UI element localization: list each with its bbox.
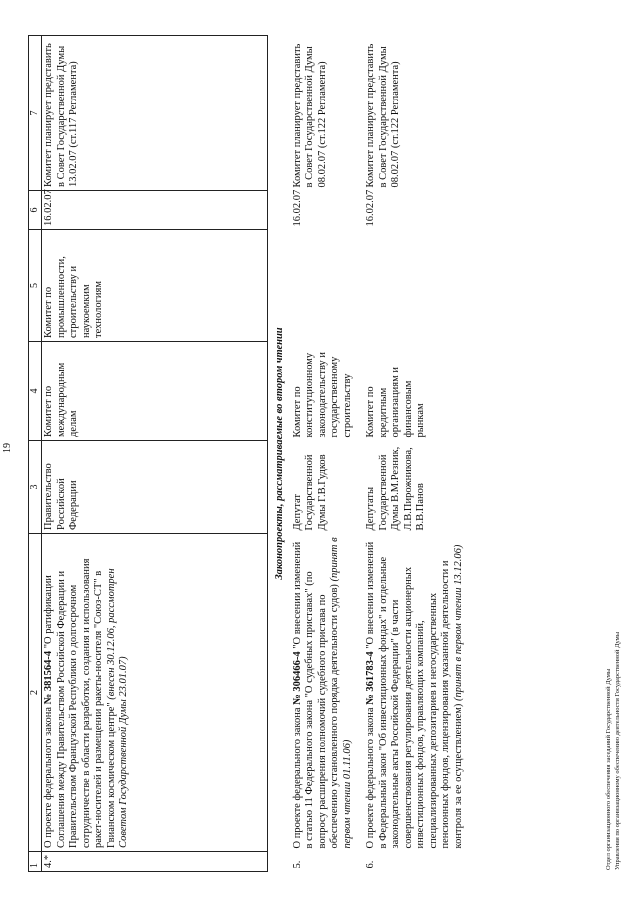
row-number: 4.* <box>42 852 268 872</box>
co-committee <box>364 230 475 342</box>
footer-line: Управления по организационному обеспечению деятельности Государственной Думы <box>614 631 621 870</box>
co-committee <box>291 230 365 342</box>
co-committee: Комитет по промышленности, строительству и наукоемким технологиям <box>42 230 268 342</box>
responsible-committee: Комитет по кредитным организациям и финансовым рынкам <box>365 367 426 438</box>
bill-number: № 361783-4 <box>365 651 376 705</box>
row-number: 6. <box>365 860 376 869</box>
column-number: 2 <box>29 534 42 852</box>
bill-author: Депутат Государственной Думы Г.В.Гудков <box>291 454 328 531</box>
column-number: 4 <box>29 342 42 441</box>
page-number: 19 <box>2 443 13 453</box>
desc-note: (принят в первом чтении 01.11.06) <box>329 537 353 849</box>
review-date: 16.02.07 <box>42 191 268 230</box>
review-date: 16.02.07 <box>365 189 376 227</box>
table-row <box>291 36 365 872</box>
row-number: 5. <box>291 860 303 869</box>
bill-description <box>364 534 475 852</box>
desc-prefix: О проекте федерального закона <box>365 704 376 849</box>
bill-description <box>42 534 268 852</box>
desc-body: "О внесении изменений в Федеральный закон "Об инвестиционных фондах" и отдельные законодательные акты Российской Федерации" (в части совершенствования регулирования деятельности акционерных инвестиционных фондов, управляющих компаний, специализированных депозитариев и негосударственных пенсионных фондов, лицензирования указанной деятельности и контроля за ее осуществлением) <box>365 541 464 849</box>
table-row <box>42 36 268 872</box>
desc-body: "О ратификации Соглашения между Правительством Российской Федерации и Правительством Французской Республики о долгосрочном сотрудничестве в области разработки, создания и использования ракет-носителей и размещении ракеты-носителя "Союз-СТ" в Гвианском космическом центре" <box>43 558 117 848</box>
column-number: 5 <box>29 230 42 342</box>
desc-note: (принят в первом чтении 13.12.06) <box>452 544 464 701</box>
column-number: 7 <box>29 36 42 191</box>
desc-note: (внесен 30.12.06, рассмотрен Советом Государственной Думы 23.01.07) <box>105 568 129 848</box>
section-heading-row <box>268 36 291 872</box>
bill-number: № 306466-4 <box>291 651 303 705</box>
desc-prefix: О проекте федерального закона <box>291 704 303 849</box>
column-number: 1 <box>29 852 42 872</box>
table-header-row <box>29 36 42 872</box>
bills-table <box>28 35 475 872</box>
review-date: 16.02.07 <box>291 189 303 227</box>
bill-description <box>291 534 365 852</box>
table-row <box>364 36 475 872</box>
responsible-committee: Комитет по конституционному законодательству и государственному строительству <box>291 351 353 438</box>
footer-line: Отдел организационного обеспечения заседаний Государственной Думы <box>605 668 612 870</box>
footer <box>604 632 622 870</box>
committee-plan: Комитет планирует представить в Совет Государственной Думы 13.02.07 (ст.117 Регламента) <box>42 36 268 191</box>
bill-author: Депутаты Государственной Думы В.М.Резник, Л.В.Пирожникова, В.В.Панов <box>365 446 426 531</box>
bill-author: Правительство Российской Федерации <box>42 441 268 534</box>
column-number: 3 <box>29 441 42 534</box>
desc-body: "О внесении изменений в статью 11 Федерального закона "О судебных приставах" (по вопросу расширения полномочий судебного пристава по обеспечению установленного порядка деятельности судов) <box>291 541 340 849</box>
section-title: Законопроекты, рассматриваемые во втором чтении <box>274 327 285 580</box>
responsible-committee: Комитет по международным делам <box>42 342 268 441</box>
page-number-bar <box>0 0 16 900</box>
committee-plan: Комитет планирует представить в Совет Государственной Думы 08.02.07 (ст.122 Регламента) <box>291 43 328 188</box>
committee-plan: Комитет планирует представить в Совет Государственной Думы 08.02.07 (ст.122 Регламента) <box>365 43 401 188</box>
bill-number: № 381564-4 <box>43 650 54 705</box>
column-number: 6 <box>29 191 42 230</box>
desc-prefix: О проекте федерального закона <box>43 704 54 848</box>
